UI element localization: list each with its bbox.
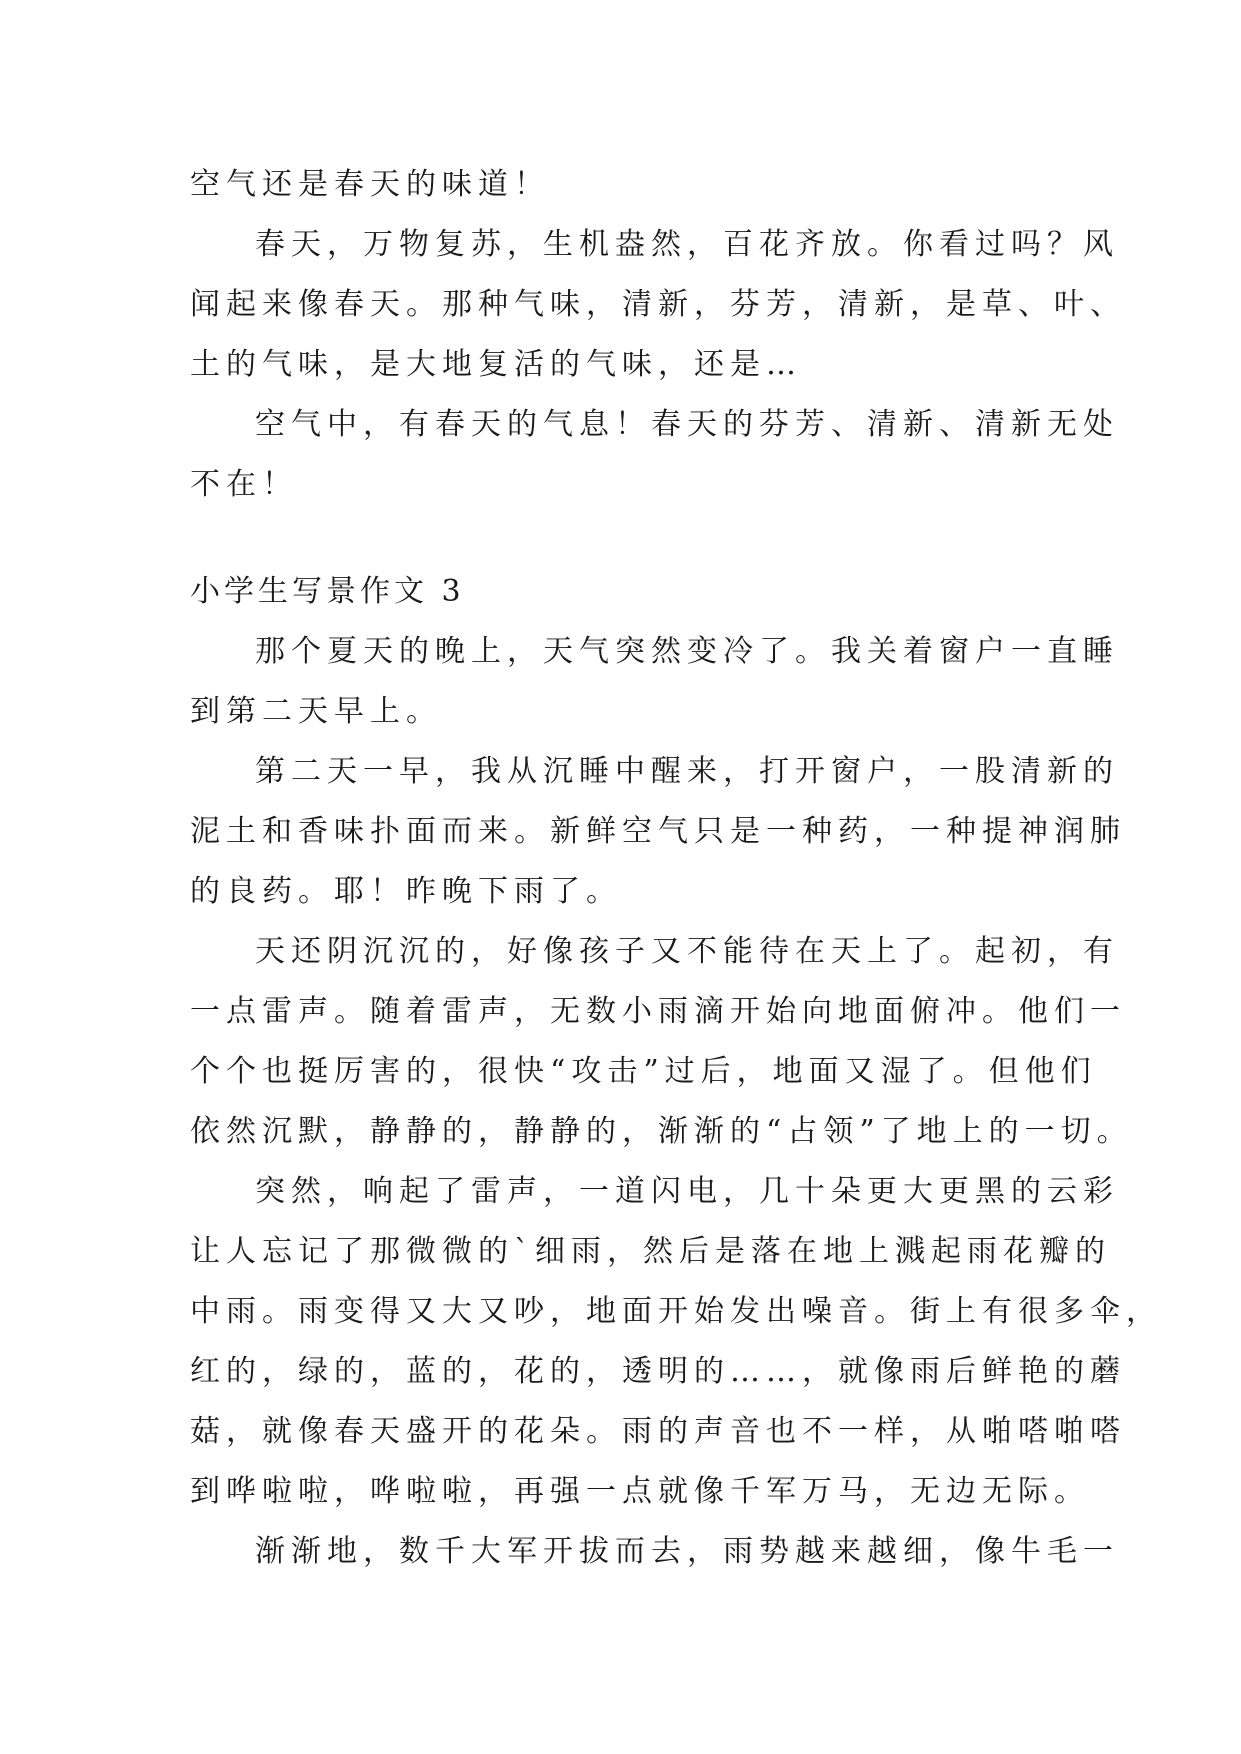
- text-line-17: 突然，响起了雷声，一道闪电，几十朵更大更黑的云彩: [255, 1174, 1119, 1209]
- text-line-4: 土的气味，是大地复活的气味，还是…: [190, 347, 802, 382]
- text-line-9: 到第二天早上。: [190, 694, 442, 729]
- text-line-14: 一点雷声。随着雷声，无数小雨滴开始向地面俯冲。他们一: [190, 994, 1126, 1029]
- text-line-13: 天还阴沉沉的，好像孩子又不能待在天上了。起初，有: [255, 934, 1119, 969]
- text-line-23: 渐渐地，数千大军开拔而去，雨势越来越细，像牛毛一: [255, 1534, 1119, 1569]
- text-line-22: 到哗啦啦，哗啦啦，再强一点就像千军万马，无边无际。: [190, 1474, 1090, 1509]
- text-line-6: 不在！: [190, 467, 298, 502]
- text-line-21: 菇，就像春天盛开的花朵。雨的声音也不一样，从啪嗒啪嗒: [190, 1414, 1126, 1449]
- text-line-19: 中雨。雨变得又大又吵，地面开始发出噪音。街上有很多伞，: [190, 1294, 1162, 1329]
- text-line-16: 依然沉默，静静的，静静的，渐渐的“占领”了地上的一切。: [190, 1114, 1133, 1149]
- text-line-11: 泥土和香味扑面而来。新鲜空气只是一种药，一种提神润肺: [190, 814, 1126, 849]
- text-line-2: 春天，万物复苏，生机盎然，百花齐放。你看过吗？风: [255, 227, 1119, 262]
- text-line-5: 空气中，有春天的气息！春天的芬芳、清新、清新无处: [255, 407, 1119, 442]
- text-line-3: 闻起来像春天。那种气味，清新，芬芳，清新，是草、叶、: [190, 287, 1126, 322]
- section-heading: 小学生写景作文 3: [190, 574, 465, 609]
- text-line-1: 空气还是春天的味道！: [190, 167, 550, 202]
- text-line-8: 那个夏天的晚上，天气突然变冷了。我关着窗户一直睡: [255, 634, 1119, 669]
- text-line-12: 的良药。耶！昨晚下雨了。: [190, 874, 622, 909]
- text-line-15: 个个也挺厉害的，很快“攻击”过后，地面又湿了。但他们: [190, 1054, 1097, 1089]
- text-line-20: 红的，绿的，蓝的，花的，透明的……，就像雨后鲜艳的蘑: [190, 1354, 1126, 1389]
- text-line-18: 让人忘记了那微微的`细雨，然后是落在地上溅起雨花瓣的: [190, 1234, 1111, 1269]
- text-line-10: 第二天一早，我从沉睡中醒来，打开窗户，一股清新的: [255, 754, 1119, 789]
